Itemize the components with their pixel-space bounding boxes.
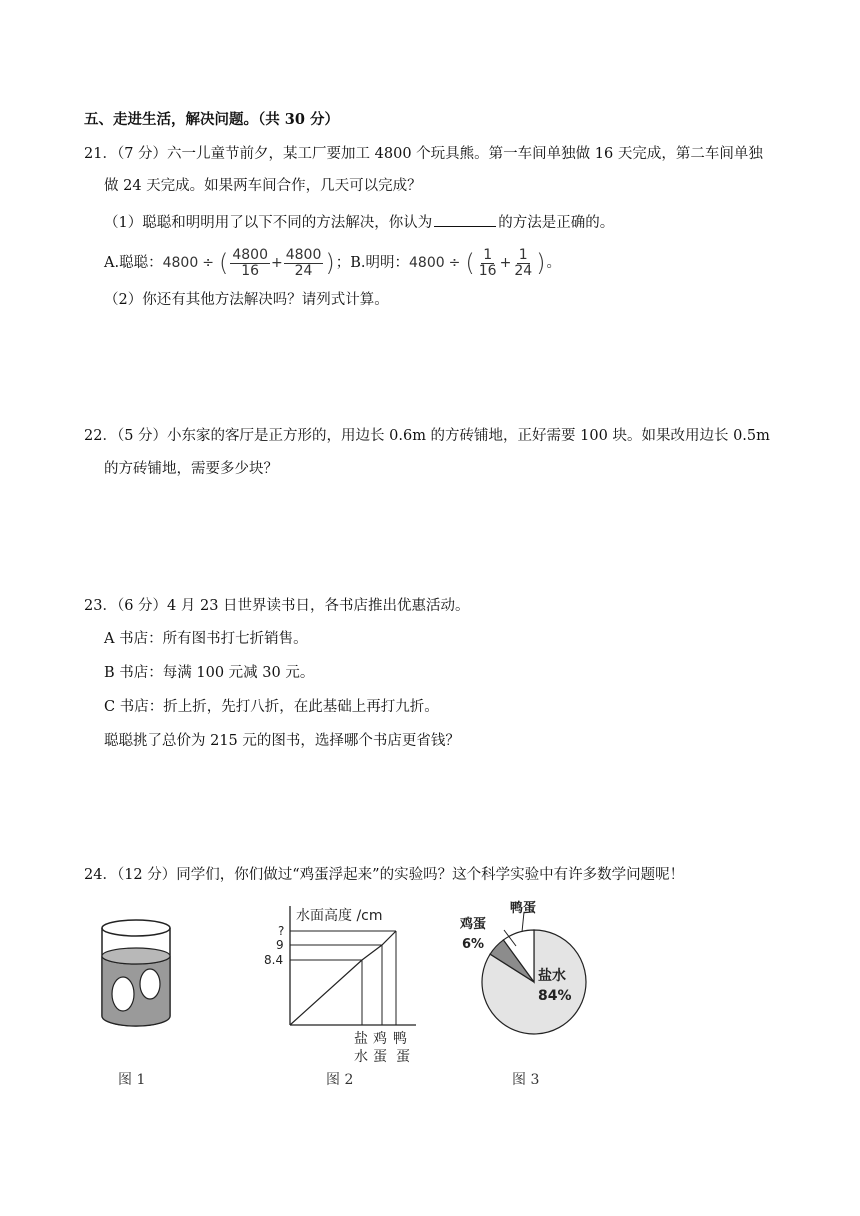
open-paren: ( — [218, 249, 229, 277]
figure-2-caption: 图 2 — [326, 1072, 354, 1088]
q21-line2: 做 24 天完成。如果两车间合作，几天可以完成？ — [104, 178, 422, 194]
figure-3-caption: 图 3 — [512, 1072, 540, 1088]
fraction-denominator: 16 — [241, 262, 260, 279]
water-surface — [102, 948, 170, 964]
answer-blank[interactable] — [434, 212, 496, 227]
q21-options — [104, 246, 561, 280]
tick-9: 9 — [276, 938, 284, 952]
figure-1-caption: 图 1 — [118, 1072, 146, 1088]
q21-part2: （2）你还有其他方法解决吗？请列式计算。 — [104, 292, 389, 308]
q22-line2: 的方砖铺地，需要多少块？ — [104, 461, 278, 477]
plus-sign: + — [270, 255, 283, 271]
egg-right — [140, 969, 160, 999]
pie-value-egg: 6% — [462, 937, 485, 952]
fraction — [284, 248, 324, 279]
q23-store-a: A 书店：所有图书打七折销售。 — [104, 631, 308, 647]
q21-part1-before: （1）聪聪和明明用了以下不同的方法解决，你认为 — [104, 215, 433, 231]
fraction — [512, 248, 534, 279]
separator: ； — [335, 255, 351, 271]
figure-1-glass — [96, 912, 176, 1092]
pie-value-salt: 84% — [538, 988, 572, 1004]
divide-sign: ÷ — [448, 255, 461, 271]
egg-left — [112, 977, 134, 1011]
fraction-denominator: 24 — [514, 262, 533, 279]
q24-line1: 24．（12 分）同学们，你们做过“鸡蛋浮起来”的实验吗？这个科学实验中有许多数学问题呢！ — [84, 867, 685, 883]
q23-line1: 23．（6 分）4 月 23 日世界读书日，各书店推出优惠活动。 — [84, 598, 470, 614]
fraction-numerator: 4800 — [232, 246, 268, 263]
q23-store-b: B 书店：每满 100 元减 30 元。 — [104, 665, 315, 681]
x-label-salt-2: 水 — [354, 1049, 368, 1065]
option-a-dividend: 4800 — [162, 255, 199, 271]
pie-label-salt: 盐水 — [538, 968, 566, 984]
close-paren: ) — [536, 249, 546, 277]
fraction — [230, 248, 270, 279]
fraction — [477, 248, 499, 279]
option-b-formula — [409, 248, 547, 279]
pie-label-egg: 鸡蛋 — [460, 917, 487, 932]
option-end: 。 — [546, 255, 562, 271]
q23-store-c: C 书店：折上折，先打八折，在此基础上再打九折。 — [104, 699, 439, 715]
figure-2-height-chart — [244, 898, 424, 1094]
tick-8-4: 8.4 — [264, 953, 284, 967]
plus-sign: + — [499, 255, 512, 271]
x-label-duck-2: 蛋 — [396, 1049, 410, 1065]
option-b-dividend: 4800 — [409, 255, 445, 271]
x-label-salt-1: 盐 — [354, 1031, 368, 1047]
figure-3-pie-chart — [448, 896, 598, 1092]
fraction-numerator: 4800 — [285, 246, 322, 263]
open-paren: ( — [465, 249, 475, 277]
q22-line1: 22．（5 分）小东家的客厅是正方形的，用边长 0.6m 的方砖铺地，正好需要 100 块。如果改用边长 0.5m — [84, 428, 770, 444]
option-a-formula — [163, 248, 336, 279]
q21-part1 — [104, 212, 614, 233]
glass-rim — [102, 920, 170, 936]
q23-question: 聪聪挑了总价为 215 元的图书，选择哪个书店更省钱？ — [104, 733, 460, 749]
divide-sign: ÷ — [202, 255, 214, 271]
fraction-denominator: 16 — [478, 262, 497, 279]
fraction-numerator: 1 — [518, 246, 528, 263]
x-label-chicken-2: 蛋 — [373, 1049, 387, 1065]
x-label-duck-1: 鸭 — [393, 1031, 407, 1047]
q21-part1-after: 的方法是正确的。 — [498, 215, 615, 231]
x-label-chicken-1: 鸡 — [373, 1031, 387, 1047]
fraction-denominator: 24 — [294, 262, 313, 279]
fraction-numerator: 1 — [483, 246, 493, 263]
pie-label-duck: 鸭蛋 — [510, 901, 537, 916]
q21-line1: 21．（7 分）六一儿童节前夕，某工厂要加工 4800 个玩具熊。第一车间单独做 16 天完成，第二车间单独 — [84, 146, 763, 162]
y-axis-label: 水面高度 /cm — [296, 908, 383, 924]
close-paren: ) — [325, 249, 335, 277]
option-b-label: B.明明： — [350, 255, 409, 271]
section-title: 五、走进生活，解决问题。（共 30 分） — [84, 111, 340, 128]
tick-question: ? — [278, 924, 285, 938]
option-a-label: A.聪聪： — [104, 255, 163, 271]
